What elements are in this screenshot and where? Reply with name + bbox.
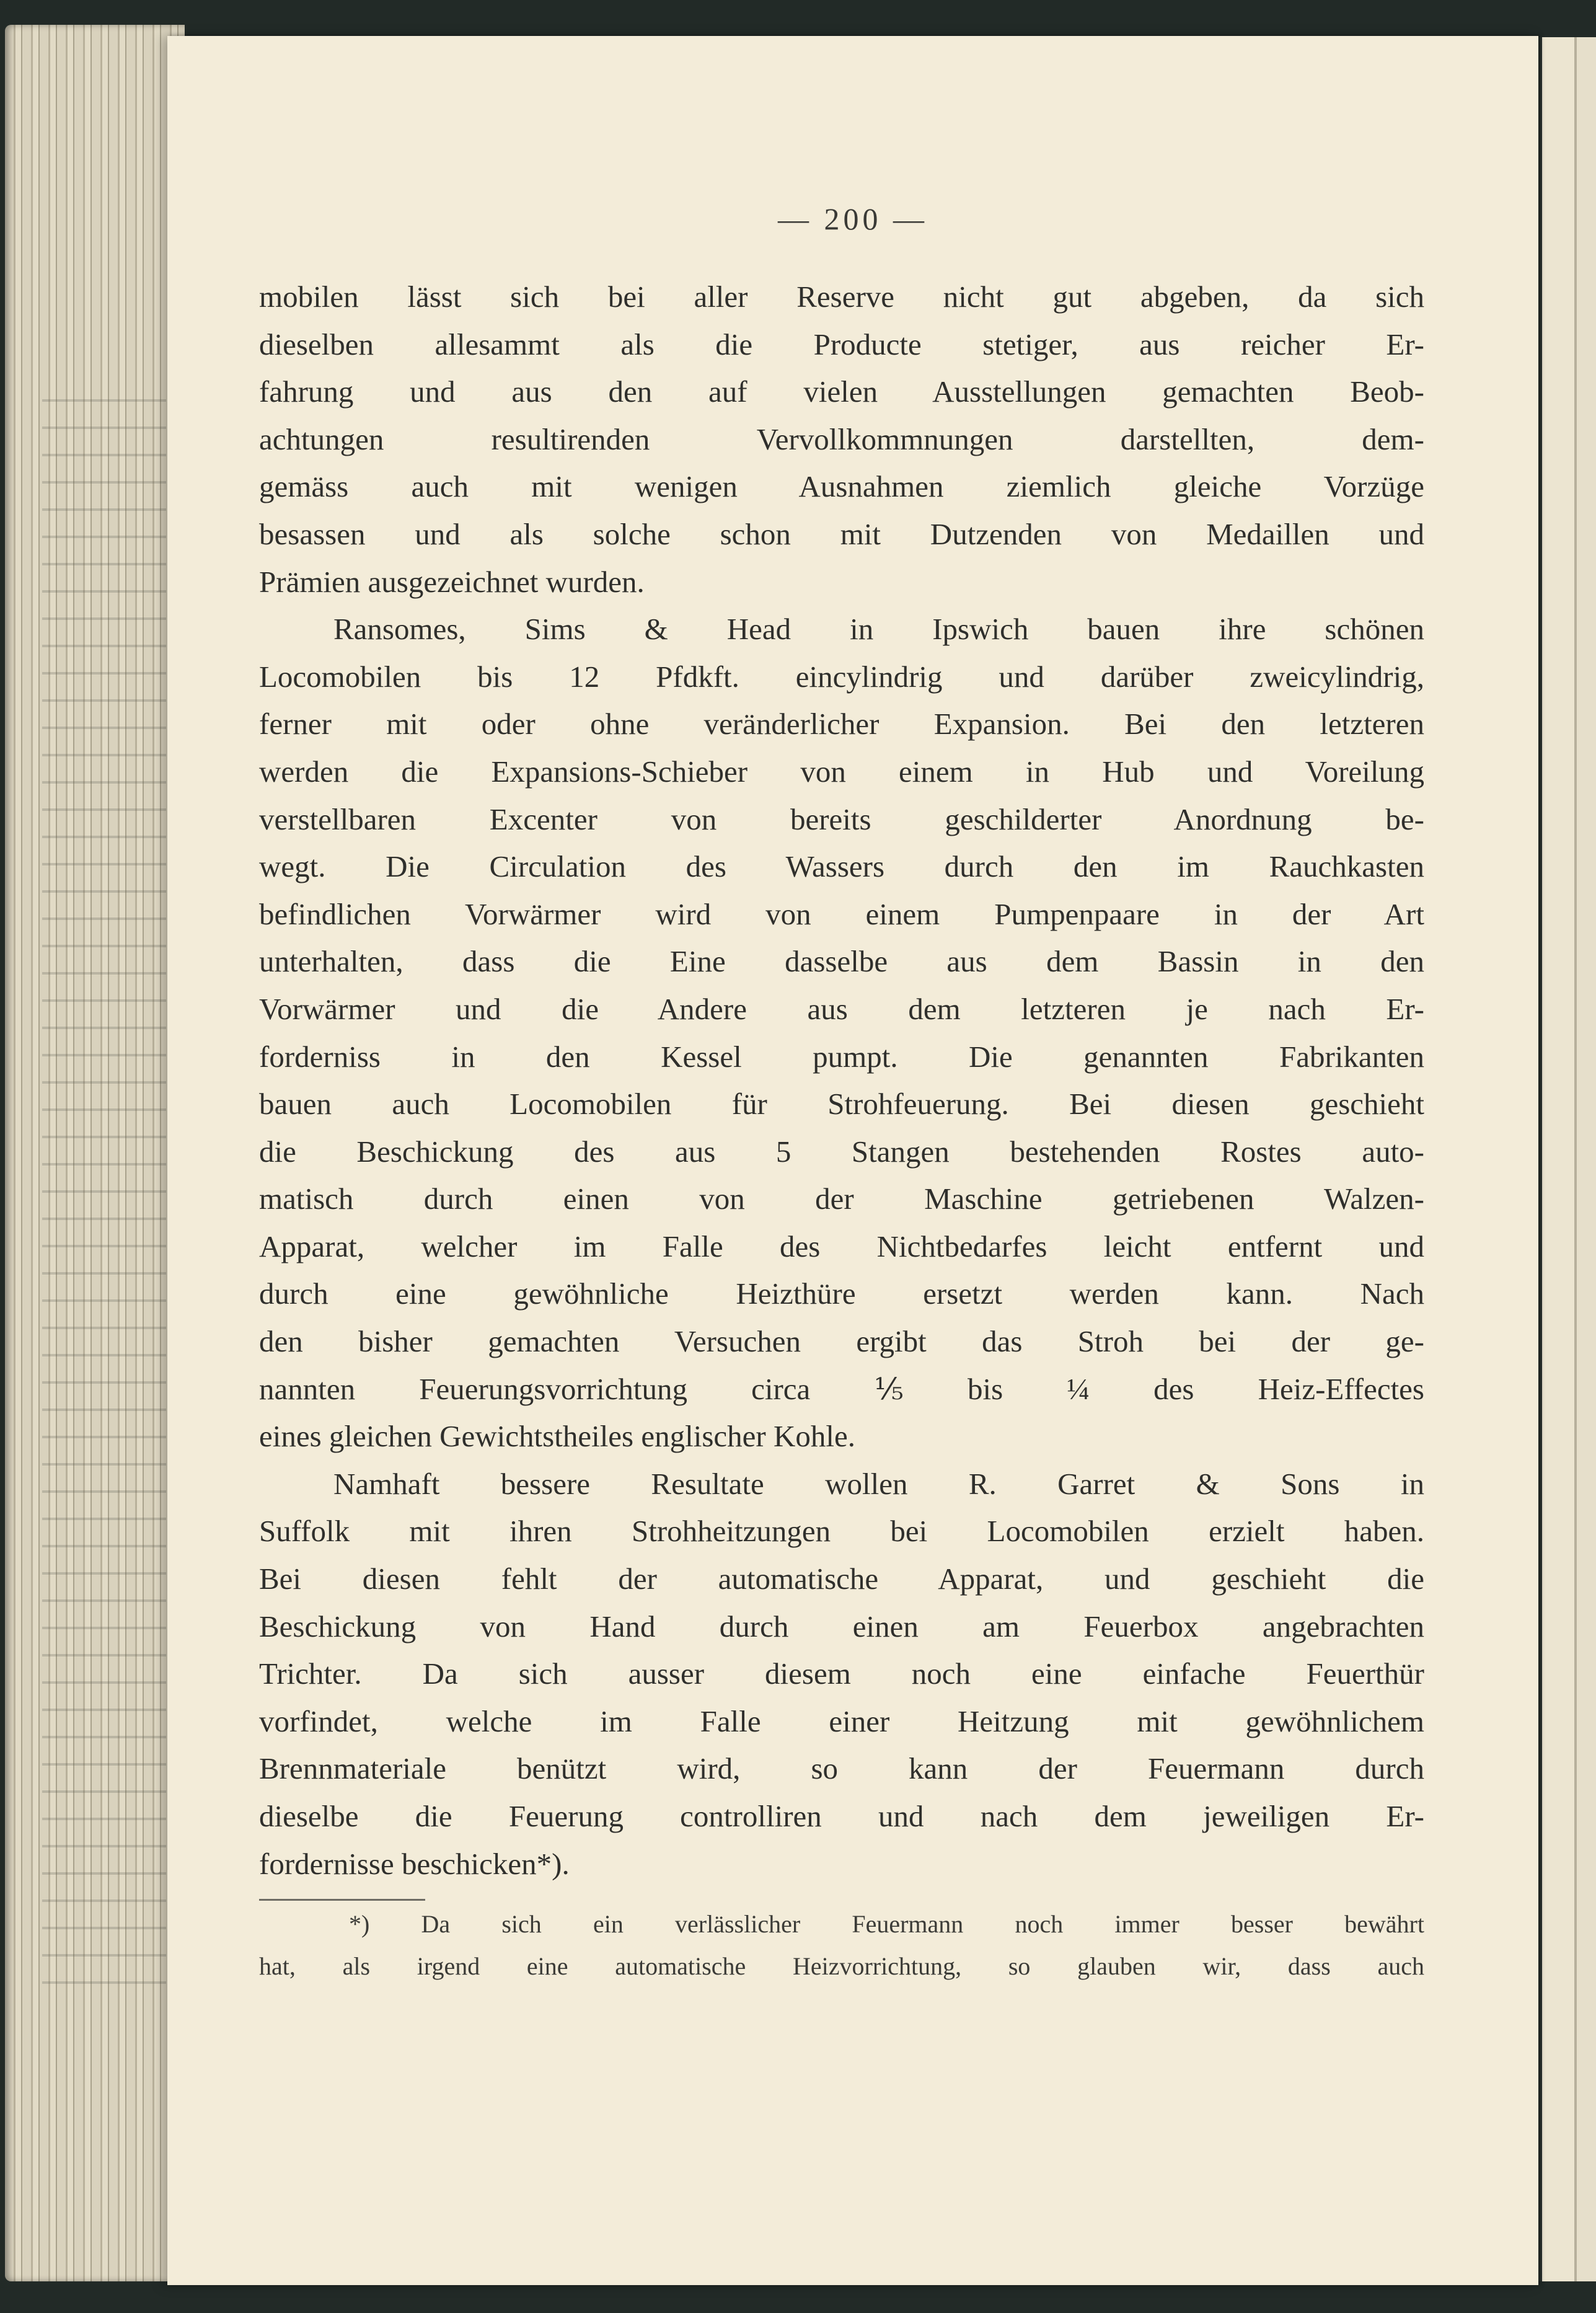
text-line: Bei diesen fehlt der automatische Apparat, und geschieht die xyxy=(259,1562,1424,1596)
text-line: durch eine gewöhnliche Heizthüre ersetzt werden kann. Nach xyxy=(259,1276,1424,1311)
text-line: Apparat, welcher im Falle des Nichtbedarfes leicht entfernt und xyxy=(259,1229,1424,1263)
text-line: verstellbaren Excenter von bereits geschilderter Anordnung be- xyxy=(259,802,1424,836)
text-line: mobilen lässt sich bei aller Reserve nicht gut abgeben, da sich xyxy=(259,280,1424,314)
paragraph-start-line: Namhaft bessere Resultate wollen R. Garret & Sons in xyxy=(333,1466,1424,1501)
text-line: bauen auch Locomobilen für Strohfeuerung. Bei diesen geschieht xyxy=(259,1087,1424,1121)
page-number: — 200 — xyxy=(778,201,928,236)
text-line: besassen und als solche schon mit Dutzenden von Medaillen und xyxy=(259,516,1424,551)
text-line: nannten Feuerungsvorrichtung circa ⅕ bis ¼ des Heiz-Effectes xyxy=(259,1371,1424,1406)
text-line: fordernisse beschicken*). xyxy=(259,1846,570,1881)
stacked-page-edges xyxy=(5,25,185,2281)
text-line: matisch durch einen von der Maschine getriebenen Walzen- xyxy=(259,1182,1424,1216)
text-line: eines gleichen Gewichtstheiles englischer Kohle. xyxy=(259,1419,855,1454)
text-line: Suffolk mit ihren Strohheitzungen bei Locomobilen erzielt haben. xyxy=(259,1514,1424,1549)
text-line: Brennmateriale benützt wird, so kann der Feuermann durch xyxy=(259,1751,1424,1786)
text-line: die Beschickung des aus 5 Stangen bestehenden Rostes auto- xyxy=(259,1134,1424,1169)
text-line: wegt. Die Circulation des Wassers durch den im Rauchkasten xyxy=(259,849,1424,884)
text-line: Locomobilen bis 12 Pfdkft. eincylindrig und darüber zweicylindrig, xyxy=(259,659,1424,694)
text-line: dieselben allesammt als die Producte stetiger, aus reicher Er- xyxy=(259,327,1424,361)
text-line: werden die Expansions-Schieber von einem in Hub und Voreilung xyxy=(259,754,1424,789)
text-line: den bisher gemachten Versuchen ergibt das Stroh bei der ge- xyxy=(259,1324,1424,1359)
body-text xyxy=(259,273,1424,1888)
footnote-line: hat, als irgend eine automatische Heizvorrichtung, so glauben wir, dass auch xyxy=(259,1952,1424,1980)
page-edge-marks xyxy=(42,397,166,2009)
footnote-rule xyxy=(259,1899,425,1901)
text-line: vorfindet, welche im Falle einer Heitzung mit gewöhnlichem xyxy=(259,1704,1424,1738)
text-line: befindlichen Vorwärmer wird von einem Pumpenpaare in der Art xyxy=(259,896,1424,931)
text-line: achtungen resultirenden Vervollkommnungen darstellten, dem- xyxy=(259,422,1424,456)
text-line: Trichter. Da sich ausser diesem noch eine einfache Feuerthür xyxy=(259,1656,1424,1691)
paragraph-start-line: Ransomes, Sims & Head in Ipswich bauen ihre schönen xyxy=(333,612,1424,647)
text-line: gemäss auch mit wenigen Ausnahmen ziemlich gleiche Vorzüge xyxy=(259,469,1424,504)
text-line: unterhalten, dass die Eine dasselbe aus dem Bassin in den xyxy=(259,944,1424,979)
text-line: dieselbe die Feuerung controlliren und nach dem jeweiligen Er- xyxy=(259,1799,1424,1833)
footnote xyxy=(259,1903,1424,1988)
text-line: forderniss in den Kessel pumpt. Die genannten Fabrikanten xyxy=(259,1039,1424,1074)
text-line: ferner mit oder ohne veränderlicher Expansion. Bei den letzteren xyxy=(259,707,1424,741)
footnote-line: *) Da sich ein verlässlicher Feuermann noch immer besser bewährt xyxy=(349,1910,1424,1938)
text-line: Prämien ausgezeichnet wurden. xyxy=(259,564,645,599)
text-line: Beschickung von Hand durch einen am Feuerbox angebrachten xyxy=(259,1609,1424,1643)
text-line: fahrung und aus den auf vielen Ausstellungen gemachten Beob- xyxy=(259,374,1424,409)
text-line: Vorwärmer und die Andere aus dem letzteren je nach Er- xyxy=(259,991,1424,1026)
next-page-edge xyxy=(1538,37,1596,2281)
